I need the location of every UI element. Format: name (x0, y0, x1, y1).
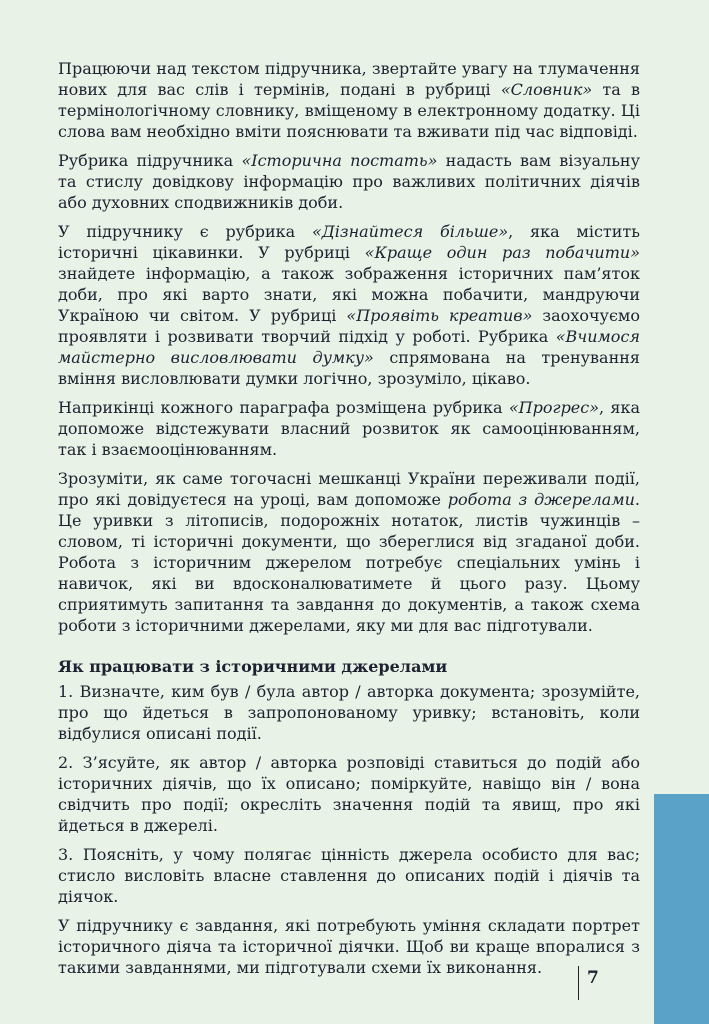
text-run: знайдете інформацію, а також зображення історичних пам’яток доби, про які варто знати, які можна побачити, мандруючи Україною чи світом. У рубриці (58, 264, 640, 325)
text-run: . Це уривки з літописів, подорожніх нотаток, листів чужинців – словом, ті історичні документи, що збереглися від згаданої доби. Робота з історичним джерелом потребує спеціальних умінь і навичок, які ви вдосконалюватимете й цього разу. Цьому сприятимуть запитання та завдання до документів, а також схема роботи з історичними джерелами, яку ми для вас підготували. (58, 490, 641, 635)
text-run: Наприкінці кожного параграфа розміщена рубрика (58, 398, 509, 417)
intro-paragraph (58, 58, 640, 142)
italic-rubric-name: «Вчимося майстерно висловлювати думку» (58, 327, 640, 367)
italic-rubric-name: «Дізнайтеся більше» (311, 222, 509, 241)
text-run: Рубрика підручника (58, 151, 242, 170)
page-body (58, 58, 640, 978)
text-run: Зрозуміти, як саме тогочасні мешканці України переживали події, про які довідуєтеся на уроці, вам допоможе (58, 469, 640, 509)
step-2: 2. З’ясуйте, як автор / авторка розповіді ставиться до подій або історичних діячів, що їх описано; поміркуйте, навіщо він / вона свідчить про події; окресліть значення подій та явищ, про які йдеться в джерелі. (58, 753, 640, 835)
italic-rubric-name: «Історична постать» (241, 151, 438, 170)
intro-paragraph (58, 150, 640, 213)
italic-rubric-name: «Проявіть креатив» (346, 306, 533, 325)
intro-paragraphs (58, 58, 640, 636)
text-run: У підручнику є рубрика (58, 222, 312, 241)
chapter-side-tab (654, 794, 709, 1024)
italic-rubric-name: «Прогрес» (508, 398, 600, 417)
text-run: Працюючи над текстом підручника, звертайте увагу на тлумачення нових для вас слів і термінів, подані в рубриці (58, 59, 640, 99)
section-heading: Як працювати з історичними джерелами (58, 657, 448, 676)
text-run: , яка допоможе відстежувати власний розвиток як самооцінюванням, так і взаємооцінюванням. (58, 398, 641, 459)
text-run: спрямована на тренування вміння висловлювати думки логічно, зрозуміло, цікаво. (58, 348, 641, 388)
italic-rubric-name: «Краще один раз побачити» (364, 243, 640, 262)
text-run: та в термінологічному словнику, вміщеному в електронному додатку. Ці слова вам необхідно вміти пояснювати та вживати під час відповіді. (58, 80, 640, 141)
text-run: надасть вам візуальну та стислу довідкову інформацію про важливих політичних діячів або духовних сподвижників доби. (58, 151, 641, 212)
text-run: , яка містить історичні цікавинки. У рубриці (58, 222, 640, 262)
step-1: 1. Визначте, ким був / була автор / авторка документа; зрозумійте, про що йдеться в запропонованому уривку; встановіть, коли відбулися описані події. (58, 682, 640, 743)
intro-paragraph (58, 397, 640, 460)
page-number-rule (578, 966, 579, 1000)
page-number: 7 (587, 968, 599, 988)
intro-paragraph (58, 468, 640, 636)
closing-paragraph: У підручнику є завдання, які потребують уміння складати портрет історичного діяча та історичної діячки. Щоб ви краще впоралися з такими завданнями, ми підготували схеми їх виконання. (58, 916, 640, 977)
italic-rubric-name: робота з джерелами (447, 490, 635, 509)
italic-rubric-name: «Словник» (500, 80, 593, 99)
intro-paragraph (58, 221, 640, 389)
text-run: заохочуємо проявляти і розвивати творчий підхід у роботі. Рубрика (58, 306, 641, 346)
step-3: 3. Поясніть, у чому полягає цінність джерела особисто для вас; стисло висловіть власне ставлення до описаних подій і діячів та діячок. (58, 845, 640, 906)
